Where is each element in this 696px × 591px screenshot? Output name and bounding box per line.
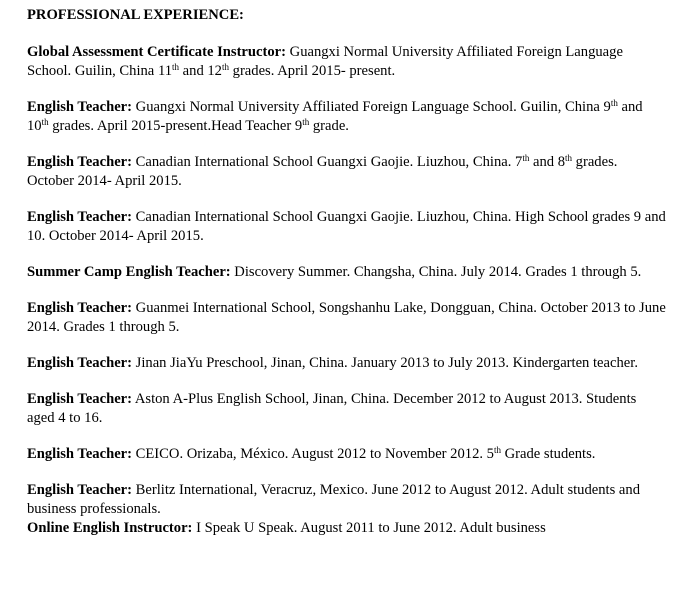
job-details-text: Guanmei International School, Songshanhu Lake, Dongguan, China. October 2013 to June 2014. Grades 1 through 5.: [27, 300, 666, 335]
job-details-text: Discovery Summer. Changsha, China. July 2014. Grades 1 through 5.: [230, 264, 642, 280]
ordinal-suffix: th: [172, 62, 180, 72]
ordinal-suffix: th: [565, 153, 573, 163]
experience-entry: [27, 98, 667, 136]
job-title: English Teacher:: [27, 355, 133, 371]
ordinal-suffix: th: [493, 445, 501, 455]
job-title: Summer Camp English Teacher:: [27, 264, 231, 280]
job-title: English Teacher:: [27, 446, 133, 462]
experience-entry: [27, 390, 667, 428]
job-details-text: grades. April 2015-present.Head Teacher 9: [48, 118, 303, 134]
experience-entry: [27, 263, 667, 282]
ordinal-suffix: th: [41, 117, 49, 127]
job-details-text: grades. April 2015- present.: [229, 63, 396, 79]
experience-entry: [27, 43, 667, 81]
job-details-text: Guangxi Normal University Affiliated Foreign Language School. Guilin, China 9: [132, 99, 611, 115]
section-heading: PROFESSIONAL EXPERIENCE:: [27, 7, 244, 23]
job-details-text: Guangxi Normal University Affiliated Foreign Language School. Guilin, China 11: [27, 44, 623, 79]
job-title: Global Assessment Certificate Instructor:: [27, 44, 286, 60]
job-title: English Teacher:: [27, 99, 133, 115]
job-details-text: Canadian International School Guangxi Gaojie. Liuzhou, China. High School grades 9 and 10. October 2014- April 2015.: [27, 209, 666, 244]
ordinal-suffix: th: [610, 98, 618, 108]
job-details-text: Grade students.: [500, 446, 596, 462]
job-title: English Teacher:: [27, 300, 133, 316]
job-title: Online English Instructor:: [27, 520, 193, 536]
experience-entry: [27, 519, 667, 538]
job-details-text: I Speak U Speak. August 2011 to June 2012. Adult business: [192, 520, 546, 536]
experience-entry: [27, 208, 667, 246]
experience-entry: [27, 445, 667, 464]
ordinal-suffix: th: [221, 62, 229, 72]
job-details-text: Canadian International School Guangxi Gaojie. Liuzhou, China. 7: [132, 154, 523, 170]
job-title: English Teacher:: [27, 209, 133, 225]
ordinal-suffix: th: [522, 153, 530, 163]
experience-entry: [27, 354, 667, 373]
job-details-text: and 12: [179, 63, 222, 79]
job-details-text: Jinan JiaYu Preschool, Jinan, China. January 2013 to July 2013. Kindergarten teacher.: [132, 355, 638, 371]
job-details-text: Berlitz International, Veracruz, Mexico. June 2012 to August 2012. Adult students and business professionals.: [27, 482, 641, 517]
ordinal-suffix: th: [302, 117, 310, 127]
job-details-text: grade.: [309, 118, 349, 134]
experience-list: [27, 43, 667, 555]
job-title: English Teacher:: [27, 482, 133, 498]
experience-entry: [27, 299, 667, 337]
job-details-text: Aston A-Plus English School, Jinan, China. December 2012 to August 2013. Students aged 4 to 16.: [27, 391, 637, 426]
job-title: English Teacher:: [27, 391, 133, 407]
job-title: English Teacher:: [27, 154, 133, 170]
experience-entry: [27, 153, 667, 191]
job-details-text: CEICO. Orizaba, México. August 2012 to November 2012. 5: [132, 446, 494, 462]
job-details-text: grades. October 2014- April 2015.: [27, 154, 618, 189]
job-details-text: and 10: [27, 99, 643, 134]
job-details-text: and 8: [529, 154, 565, 170]
experience-entry: [27, 481, 667, 519]
